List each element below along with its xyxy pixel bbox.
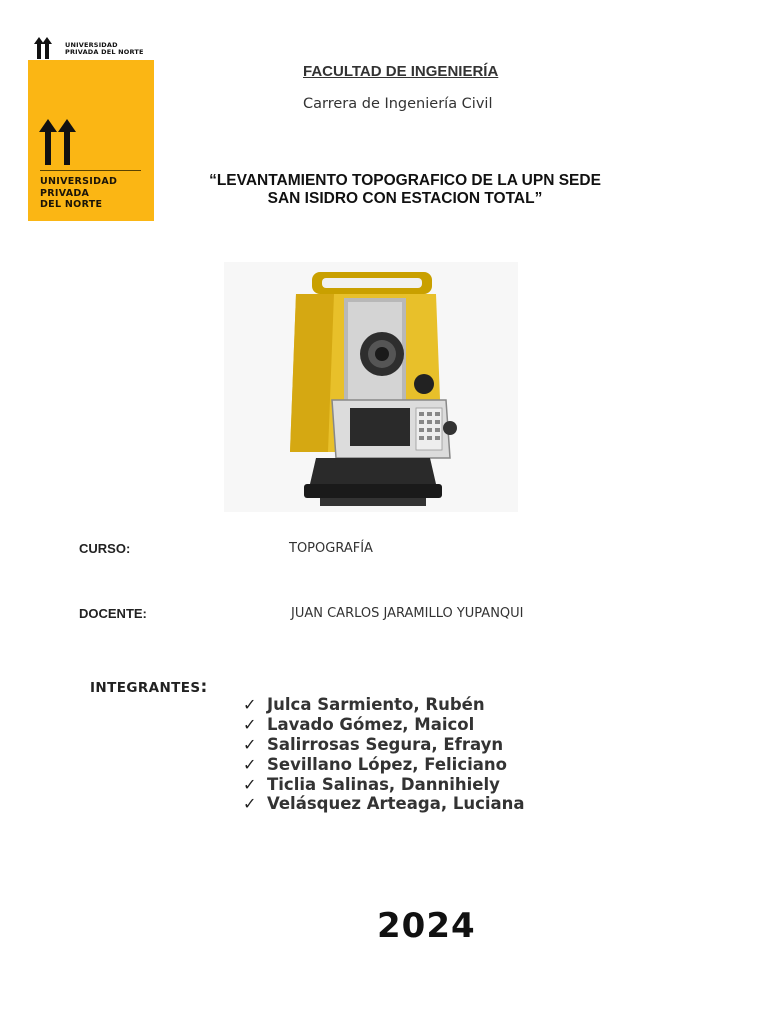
members-label-text: INTEGRANTES <box>90 680 201 696</box>
list-item <box>243 754 525 774</box>
members-list <box>243 695 525 814</box>
career-subheading: Carrera de Ingeniería Civil <box>303 96 493 112</box>
list-item <box>243 794 525 814</box>
list-item <box>243 774 525 794</box>
total-station-icon <box>224 262 518 512</box>
member-name: Velásquez Arteaga, Luciana <box>267 794 525 814</box>
document-title <box>170 172 640 208</box>
logo-divider <box>40 170 141 171</box>
logo-line1: UNIVERSIDAD <box>40 176 118 187</box>
university-logo <box>28 60 154 221</box>
teacher-value: JUAN CARLOS JARAMILLO YUPANQUI <box>291 606 524 621</box>
check-icon: ✓ <box>243 715 257 735</box>
course-label: CURSO: <box>79 541 131 556</box>
upn-arrows-icon <box>32 36 54 60</box>
member-name: Lavado Gómez, Maicol <box>267 715 475 735</box>
university-logo-small <box>29 36 159 60</box>
upn-arrows-large-icon <box>38 118 78 166</box>
check-icon: ✓ <box>243 774 257 794</box>
members-label-colon: : <box>200 677 208 697</box>
course-value: TOPOGRAFÍA <box>289 541 373 556</box>
check-icon: ✓ <box>243 794 257 814</box>
title-line2: SAN ISIDRO CON ESTACION TOTAL” <box>267 190 543 207</box>
check-icon: ✓ <box>243 734 257 754</box>
member-name: Salirrosas Segura, Efrayn <box>267 734 504 754</box>
year: 2024 <box>377 906 476 946</box>
title-line1: “LEVANTAMIENTO TOPOGRAFICO DE LA UPN SEDE <box>209 172 601 189</box>
logo-small-line2: PRIVADA DEL NORTE <box>65 48 144 56</box>
check-icon: ✓ <box>243 754 257 774</box>
member-name: Sevillano López, Feliciano <box>267 754 507 774</box>
teacher-label: DOCENTE: <box>79 606 147 621</box>
members-label <box>90 677 208 697</box>
list-item <box>243 735 525 755</box>
logo-line2: PRIVADA <box>40 187 90 199</box>
faculty-heading: FACULTAD DE INGENIERÍA <box>303 63 499 80</box>
member-name: Julca Sarmiento, Rubén <box>267 695 485 715</box>
logo-small-line1: UNIVERSIDAD <box>65 41 118 49</box>
list-item <box>243 715 525 735</box>
list-item <box>243 695 525 715</box>
logo-line3: DEL NORTE <box>40 199 103 210</box>
member-name: Ticlia Salinas, Dannihiely <box>267 774 500 794</box>
check-icon: ✓ <box>243 695 257 715</box>
